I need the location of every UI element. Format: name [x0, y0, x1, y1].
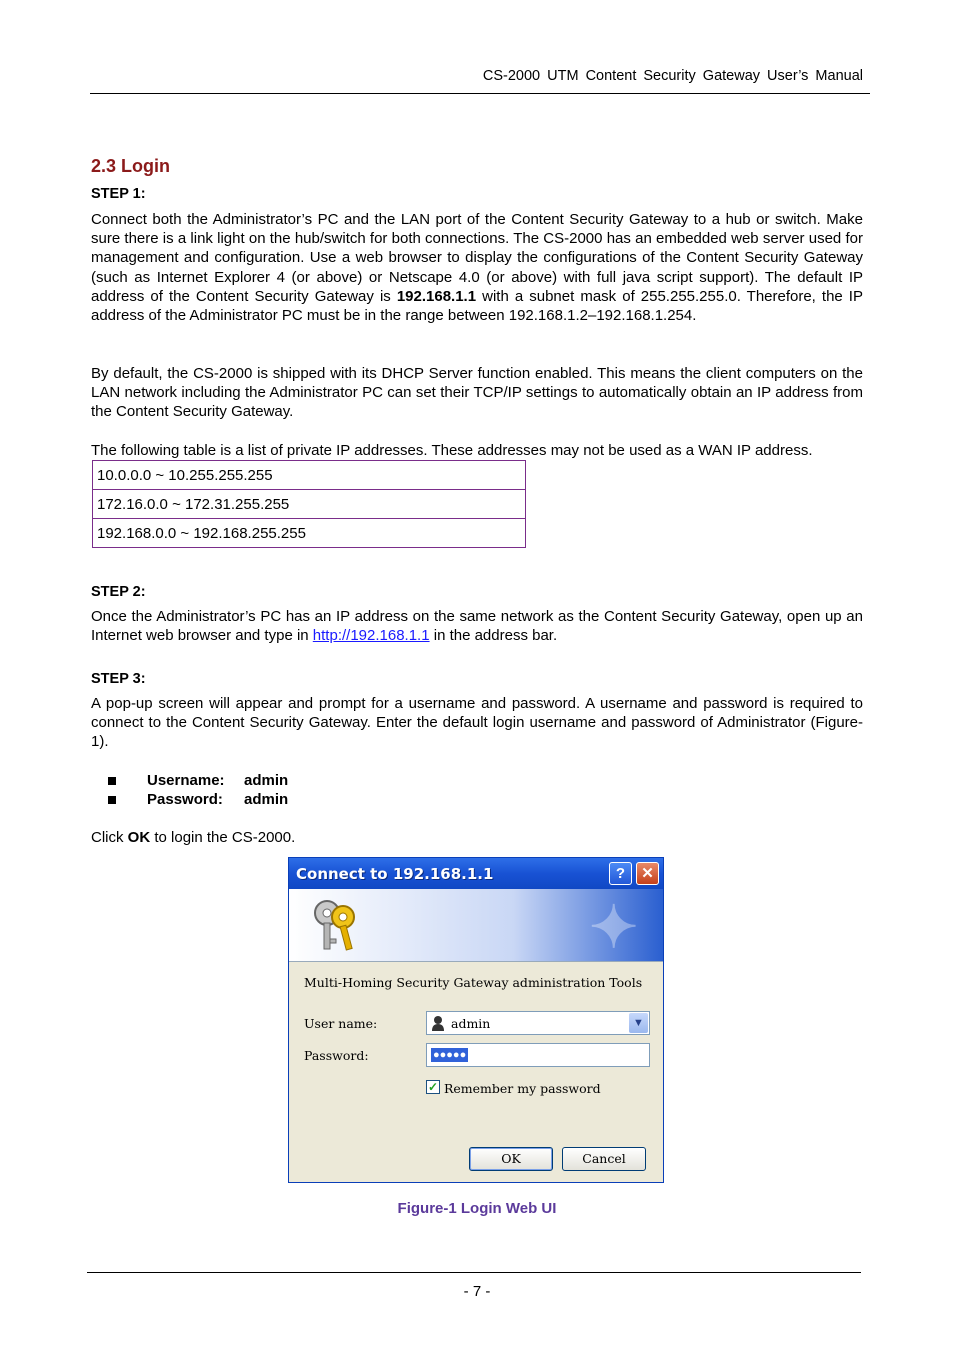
click-text-a: Click: [91, 829, 128, 846]
remember-password-checkbox[interactable]: ✓: [427, 1080, 439, 1094]
credential-label: Username:: [147, 772, 225, 789]
dialog-titlebar: [289, 858, 663, 889]
click-text-b: to login the CS-2000.: [150, 829, 296, 846]
cancel-button[interactable]: Cancel: [562, 1147, 646, 1171]
ok-keyword: OK: [127, 829, 151, 846]
password-mask: ●●●●●: [433, 1049, 467, 1061]
click-ok-instruction: [91, 828, 863, 847]
help-button[interactable]: ?: [609, 862, 632, 885]
table-row: [93, 490, 526, 519]
ip-range-cell: 10.0.0.0 ~ 10.255.255.255: [93, 461, 526, 490]
ip-range-cell: 172.16.0.0 ~ 172.31.255.255: [93, 490, 526, 519]
manual-title: CS-2000 UTM Content Security Gateway User’s Manual: [482, 68, 863, 84]
username-value: admin: [451, 1016, 491, 1031]
step1-p1-text-b: with a subnet mask of 255.255.255.0. Therefore, the IP address of the Administrator PC must be in the range between 192.168.1.2–192.168.1.254.: [91, 287, 863, 325]
page-number: - 7 -: [463, 1283, 491, 1300]
step1-p1-text-a: Connect both the Administrator’s PC and the LAN port of the Content Security Gateway to a hub or switch. Make sure there is a link light on the hub/switch for both connections. The CS-2000 has an embedded web server used for management and configuration. Use a web browser to display the configurations of the Content Security Gateway (such as Internet Explorer 4 (or above) or Netscape 4.0 (or above) with full java script support). The default IP address of the Content Security Gateway is: [91, 211, 863, 305]
table-row: [93, 461, 526, 490]
step1-paragraph-1: [91, 210, 863, 325]
default-ip: 192.168.1.1: [396, 287, 477, 305]
chevron-down-icon[interactable]: ▼: [629, 1013, 648, 1033]
step1-paragraph-2: By default, the CS-2000 is shipped with its DHCP Server function enabled. This means the client computers on the LAN network including the Administrator PC can set their TCP/IP settings to automatically obtain an IP address from the Content Security Gateway.: [91, 365, 863, 421]
password-label: Password:: [304, 1048, 369, 1063]
footer-divider: [87, 1272, 861, 1273]
credentials-list: [108, 771, 288, 809]
dialog-heading: Multi-Homing Security Gateway administration Tools: [304, 975, 643, 990]
list-item: [108, 790, 288, 809]
header-divider: [90, 93, 870, 94]
credential-value: admin: [244, 772, 289, 789]
step3-label: STEP 3:: [91, 671, 146, 687]
ip-range-cell: 192.168.0.0 ~ 192.168.255.255: [93, 519, 526, 548]
step2-label: STEP 2:: [91, 584, 146, 600]
step1-paragraph-3: The following table is a list of private IP addresses. These addresses may not be used as a WAN IP address.: [91, 442, 813, 459]
ok-button[interactable]: OK: [469, 1147, 553, 1171]
step2-text-a: Once the Administrator’s PC has an IP address on the same network as the Content Security Gateway, open up an Internet web browser and type in: [91, 608, 863, 645]
keys-icon: [307, 895, 367, 955]
step3-paragraph: A pop-up screen will appear and prompt for a username and password. A username and password is required to connect to the Content Security Gateway. Enter the default login username and password of Administrator (Figure-1).: [91, 695, 863, 751]
step2-text-b: in the address bar.: [429, 627, 558, 645]
section-title: 2.3 Login: [91, 156, 171, 176]
figure-caption: Figure-1 Login Web UI: [397, 1200, 557, 1217]
banner-watermark-icon: ✦: [589, 893, 638, 961]
username-combobox[interactable]: [426, 1011, 650, 1035]
private-ip-table: [92, 460, 526, 548]
step1-label: STEP 1:: [91, 186, 146, 202]
credential-value: admin: [244, 791, 289, 808]
login-dialog: [288, 857, 664, 1183]
password-field[interactable]: [426, 1043, 650, 1067]
close-button[interactable]: ✕: [636, 862, 659, 885]
username-label: User name:: [304, 1016, 378, 1031]
credential-label: Password:: [147, 791, 223, 808]
list-item: [108, 771, 288, 790]
dialog-banner: [289, 889, 663, 962]
step2-paragraph: [91, 607, 863, 645]
user-icon: [431, 1015, 445, 1031]
dialog-title: Connect to 192.168.1.1: [296, 865, 494, 883]
table-row: [93, 519, 526, 548]
bullet-square-icon: [108, 777, 116, 785]
remember-password-label[interactable]: Remember my password: [444, 1081, 601, 1096]
bullet-square-icon: [108, 796, 116, 804]
gateway-url-link[interactable]: http://192.168.1.1: [312, 627, 430, 645]
